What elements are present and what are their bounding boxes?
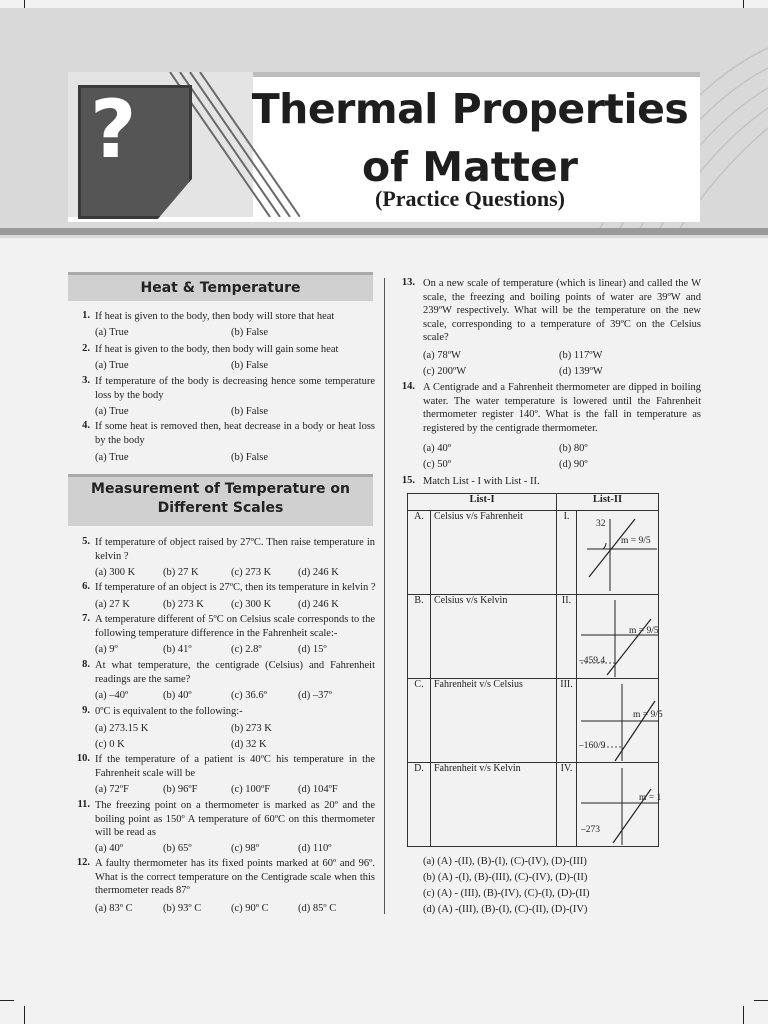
option: (b) 273 K — [163, 599, 204, 610]
question-text: If temperature of object raised by 27ºC. Then raise temperature in kelvin ? — [95, 537, 375, 562]
option: (a) 40º — [423, 443, 452, 454]
graph-label: –459.4 — [579, 656, 606, 666]
option: (b) 65º — [163, 843, 192, 854]
option: (a) True — [95, 327, 129, 338]
option: (c) (A) - (III), (B)-(IV), (C)-(I), (D)-(II) — [423, 888, 590, 899]
question-number: 5. — [82, 536, 90, 547]
option: (b) 117ºW — [559, 350, 603, 361]
option: (a) –40º — [95, 690, 129, 701]
question-number: 1. — [82, 310, 90, 321]
option: (a) (A) -(II), (B)-(I), (C)-(IV), (D)-(III) — [423, 856, 587, 867]
table-header-row — [408, 494, 659, 511]
page-title-line2: of Matter — [362, 143, 578, 191]
question-number: 7. — [82, 613, 90, 624]
option: (d) 246 K — [298, 567, 339, 578]
option: (d) 139ºW — [559, 366, 603, 377]
option: (a) True — [95, 452, 129, 463]
section-heading-measurement — [68, 474, 373, 526]
question-number: 10. — [76, 753, 90, 764]
option: (c) 36.6º — [231, 690, 267, 701]
graph-slope-label: m = 9/5 — [629, 626, 659, 636]
row-roman: III. — [557, 679, 577, 763]
crop-mark — [754, 1000, 768, 1001]
graph-label: –273 — [581, 825, 600, 835]
row-key: C. — [408, 679, 431, 763]
question-text: If temperature of the body is decreasing hence some temperature loss by the body — [95, 376, 375, 401]
page-title: Thermal Properties — [251, 85, 689, 133]
row-key: A. — [408, 511, 431, 595]
question-number: 9. — [82, 705, 90, 716]
question-number: 8. — [82, 659, 90, 670]
option: (b) False — [231, 360, 269, 371]
option: (c) 300 K — [231, 599, 272, 610]
question-number: 12. — [76, 857, 90, 868]
match-table — [407, 493, 663, 847]
table-row — [408, 763, 659, 847]
graph-cell — [577, 595, 659, 679]
option: (c) 200ºW — [423, 366, 467, 377]
table-row — [408, 679, 659, 763]
graph-i — [577, 511, 665, 595]
option: (d) 15º — [298, 644, 327, 655]
option: (a) True — [95, 406, 129, 417]
section-heading-label: Measurement of Temperature on — [91, 481, 350, 497]
question-number: 13. — [401, 277, 415, 288]
question-text: On a new scale of temperature (which is linear) and called the W scale, the freezing and boiling points of water are 39ºW and 239ºW respectively. What will be the temperature on the new scale, corresponding to a temperature of 39ºC on the Celsius scale? — [423, 278, 701, 343]
section-heading-heat — [68, 272, 373, 301]
question-text: If heat is given to the body, then body will store that heat — [95, 311, 335, 322]
row-item: Fahrenheit v/s Celsius — [431, 679, 557, 763]
question-text: 0ºC is equivalent to the following:- — [95, 706, 243, 717]
option: (b) 41º — [163, 644, 192, 655]
option: (c) 2.8º — [231, 644, 262, 655]
question-text: A temperature different of 5ºC on Celsius scale corresponds to the following temperature difference in the Fahrenheit scale:- — [95, 614, 375, 639]
question-number: 4. — [82, 420, 90, 431]
question-text: If some heat is removed then, heat decrease in a body or heat loss by the body — [95, 421, 375, 446]
row-key: B. — [408, 595, 431, 679]
section-heading-label: Different Scales — [157, 500, 284, 516]
table-row — [408, 595, 659, 679]
row-item: Celsius v/s Kelvin — [431, 595, 557, 679]
option: (d) 104ºF — [298, 784, 338, 795]
option: (d) 32 K — [231, 739, 267, 750]
question-number: 15. — [401, 475, 415, 486]
row-roman: II. — [557, 595, 577, 679]
question-text: At what temperature, the centigrade (Celsius) and Fahrenheit readings are the same? — [95, 660, 375, 685]
option: (b) 93º C — [163, 903, 202, 914]
question-number: 3. — [82, 375, 90, 386]
option: (a) 273.15 K — [95, 723, 149, 734]
option: (b) 96ºF — [163, 784, 198, 795]
question-text: If the temperature of a patient is 40ºC his temperature in the Fahrenheit scale will be — [95, 754, 375, 779]
option: (b) (A) -(I), (B)-(III), (C)-(IV), (D)-(II) — [423, 872, 588, 883]
question-text: If temperature of an object is 27ºC, then its temperature in kelvin ? — [95, 582, 376, 593]
graph-slope-label: m = 9/5 — [621, 536, 651, 546]
option: (a) 27 K — [95, 599, 130, 610]
table-header-list2: List-II — [557, 494, 659, 511]
question-text: A Centigrade and a Fahrenheit thermometer are dipped in boiling water. The water temperature is lowered until the Fahrenheit thermometer register 140º. What is the fall in temperature as registered by the centigrade thermometer. — [423, 382, 701, 434]
graph-label: 32 — [596, 519, 606, 529]
option: (b) 40º — [163, 690, 192, 701]
question-text: The freezing point on a thermometer is marked as 20º and the boiling point as 150º A temperature of 60ºC on this thermometer will be read as — [95, 800, 375, 838]
question-text: If heat is given to the body, then body will gain some heat — [95, 344, 339, 355]
row-item: Celsius v/s Fahrenheit — [431, 511, 557, 595]
option: (d) 85º C — [298, 903, 337, 914]
option: (b) 27 K — [163, 567, 199, 578]
banner-stripe — [0, 228, 768, 235]
question-number: 2. — [82, 343, 90, 354]
question-number: 14. — [401, 381, 415, 392]
option: (c) 50º — [423, 459, 452, 470]
graph-cell — [577, 511, 659, 595]
question-number: 11. — [77, 799, 90, 810]
graph-ii — [577, 595, 665, 679]
option: (a) 9º — [95, 644, 118, 655]
option: (b) False — [231, 327, 269, 338]
option: (c) 273 K — [231, 567, 272, 578]
option: (d) (A) -(III), (B)-(I), (C)-(II), (D)-(IV) — [423, 904, 588, 915]
graph-cell — [577, 763, 662, 847]
graph-slope-label: m = 9/5 — [633, 710, 663, 720]
question-text: A faulty thermometer has its fixed points marked at 60º and 96º. What is the correct temperature on the Centigrade scale when this thermometer reads 87º — [95, 858, 375, 896]
page-subtitle: (Practice Questions) — [375, 186, 565, 211]
option: (c) 100ºF — [231, 784, 271, 795]
row-roman: I. — [557, 511, 577, 595]
option: (c) 90º C — [231, 903, 269, 914]
option: (c) 98º — [231, 843, 260, 854]
row-key: D. — [408, 763, 431, 847]
option: (a) 78ºW — [423, 350, 461, 361]
option: (b) 80º — [559, 443, 588, 454]
option: (a) 72ºF — [95, 784, 129, 795]
option: (d) –37º — [298, 690, 332, 701]
option: (a) 300 K — [95, 567, 136, 578]
option: (d) 90º — [559, 459, 588, 470]
option: (c) 0 K — [95, 739, 125, 750]
graph-cell — [577, 679, 663, 763]
option: (a) True — [95, 360, 129, 371]
table-header-list1: List-I — [408, 494, 557, 511]
option: (a) 40º — [95, 843, 124, 854]
question-text: Match List - I with List - II. — [423, 476, 540, 487]
option: (b) False — [231, 406, 269, 417]
row-roman: IV. — [557, 763, 577, 847]
table-row — [408, 511, 659, 595]
crop-mark — [743, 1006, 744, 1024]
option: (b) 273 K — [231, 723, 272, 734]
question-number: 6. — [82, 581, 90, 592]
option: (d) 246 K — [298, 599, 339, 610]
option: (d) 110º — [298, 843, 332, 854]
section-heading-label: Heat & Temperature — [140, 280, 301, 296]
question-mark-icon: ? — [90, 83, 137, 176]
column-divider — [384, 278, 385, 914]
crop-mark — [24, 1006, 25, 1024]
option: (b) False — [231, 452, 269, 463]
graph-label: –160/9 — [579, 741, 606, 751]
graph-slope-label: m = 1 — [639, 793, 662, 803]
option: (a) 83º C — [95, 903, 133, 914]
crop-mark — [0, 1000, 14, 1001]
row-item: Fahrenheit v/s Kelvin — [431, 763, 557, 847]
